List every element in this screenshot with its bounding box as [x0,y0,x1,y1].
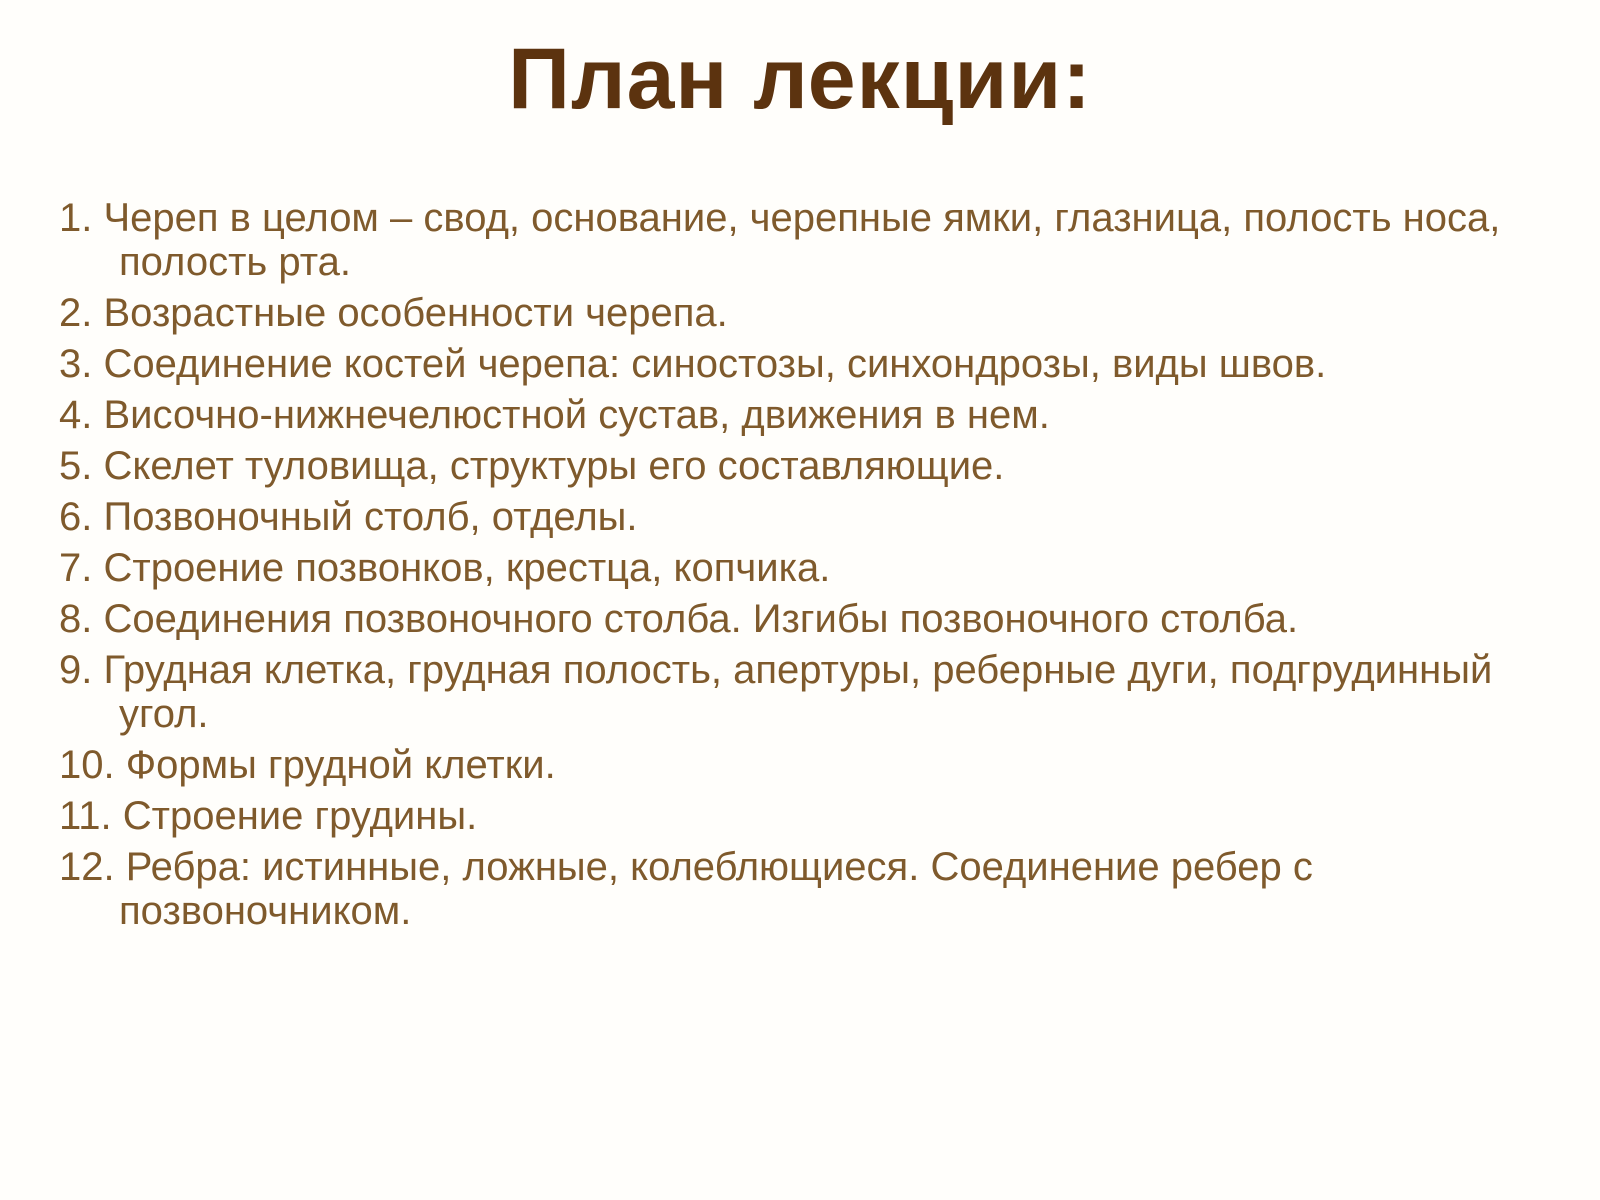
item-text: Строение позвонков, крестца, копчика. [103,546,831,590]
lecture-plan-list [59,196,1559,940]
item-number: 9. [59,648,93,692]
item-number: 4. [59,393,93,437]
item-text: Формы грудной клетки. [125,743,556,787]
item-number: 7. [59,546,93,590]
list-item [59,648,1559,736]
slide-title: План лекции: [508,31,1092,127]
item-number: 11. [59,794,112,838]
list-item [59,196,1559,284]
list-item [59,546,1559,590]
list-item [59,444,1559,488]
item-number: 3. [59,342,93,386]
list-item [59,794,1559,838]
item-number: 1. [59,196,93,240]
list-item [59,845,1559,933]
item-number: 12. [59,845,115,889]
item-text: Скелет туловища, структуры его составляющие. [103,444,1005,488]
item-text: Позвоночный столб, отделы. [103,495,638,539]
item-text: Грудная клетка, грудная полость, апертуры, реберные дуги, подгрудинный угол. [103,648,1493,736]
item-number: 10. [59,743,115,787]
item-text: Соединение костей черепа: синостозы, синхондрозы, виды швов. [103,342,1327,386]
item-text: Соединения позвоночного столба. Изгибы позвоночного столба. [103,597,1299,641]
item-number: 6. [59,495,93,539]
item-text: Череп в целом – свод, основание, черепные ямки, глазница, полость носа, полость рта. [103,196,1501,284]
list-item [59,291,1559,335]
list-item [59,597,1559,641]
list-item [59,393,1559,437]
item-number: 2. [59,291,93,335]
item-text: Возрастные особенности черепа. [103,291,728,335]
item-number: 5. [59,444,93,488]
list-item [59,342,1559,386]
item-text: Височно-нижнечелюстной сустав, движения в нем. [103,393,1050,437]
item-text: Строение грудины. [122,794,478,838]
item-number: 8. [59,597,93,641]
list-item [59,743,1559,787]
list-item [59,495,1559,539]
item-text: Ребра: истинные, ложные, колеблющиеся. Соединение ребер с позвоночником. [119,845,1313,933]
